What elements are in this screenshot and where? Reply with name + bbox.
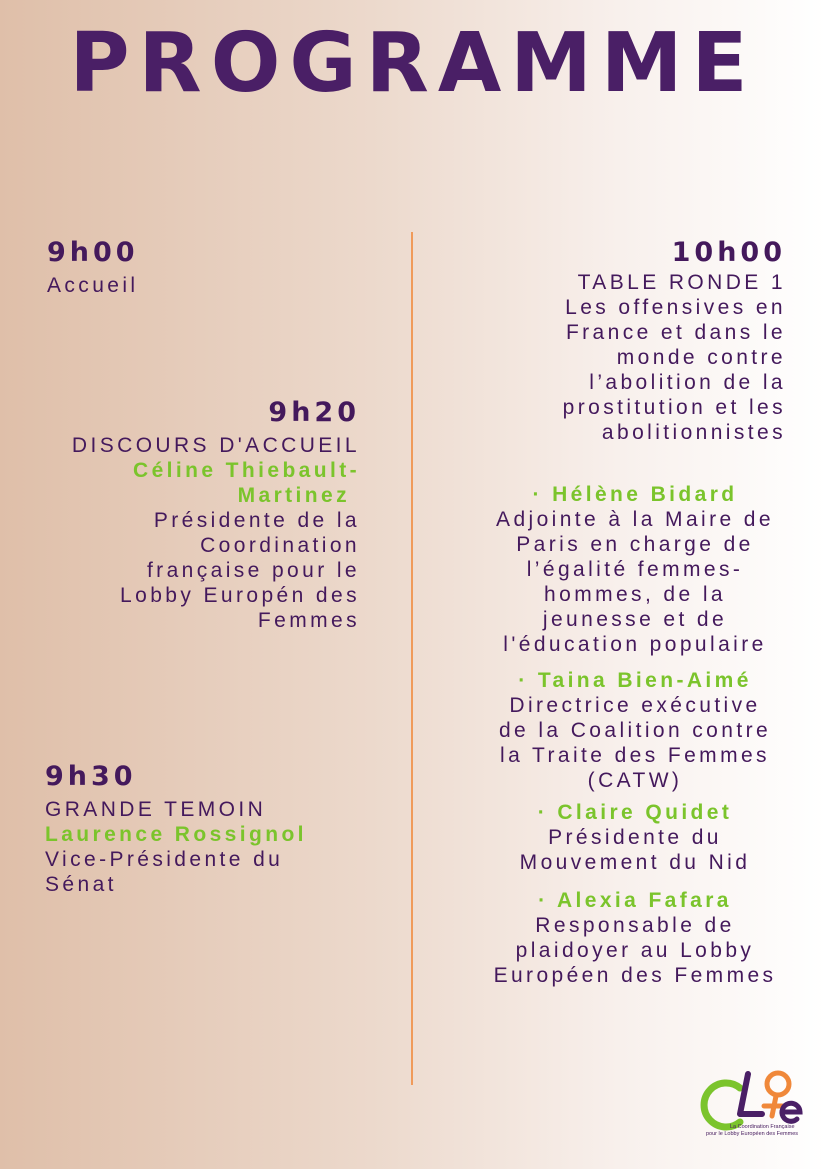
topic-line: Les offensives en — [565, 296, 786, 319]
session-label: TABLE RONDE 1 — [577, 271, 786, 294]
speaker-quidet — [460, 800, 810, 875]
session-9h00 — [47, 236, 387, 298]
speaker-role-line: la Traite des Femmes — [500, 744, 770, 767]
topic-line: prostitution et les — [562, 396, 786, 419]
speaker-role-line: hommes, de la — [544, 583, 726, 606]
page-title: PROGRAMME — [69, 16, 757, 111]
speaker-role-line: Directrice exécutive — [509, 694, 761, 717]
column-divider — [411, 232, 413, 1085]
session-label: GRANDE TEMOIN — [45, 798, 267, 821]
speaker-role-line: Coordination — [200, 534, 360, 557]
speaker-role-line: plaidoyer au Lobby — [515, 939, 755, 962]
speaker-name: Laurence Rossignol — [45, 823, 307, 846]
logo-c-shape — [704, 1083, 740, 1127]
speaker-name: Martinez — [237, 484, 350, 507]
topic-line: l’abolition de la — [589, 371, 786, 394]
speaker-role-line: Présidente de la — [153, 509, 360, 532]
speaker-name: · Hélène Bidard — [532, 483, 738, 506]
session-time: 10h00 — [671, 237, 786, 268]
session-label: DISCOURS D'ACCUEIL — [71, 434, 360, 457]
topic-line: France et dans le — [565, 321, 786, 344]
speaker-role-line: Paris en charge de — [516, 533, 754, 556]
session-9h30 — [45, 760, 385, 897]
session-9h20 — [40, 396, 360, 633]
session-time: 9h00 — [47, 237, 139, 268]
speaker-name: · Taina Bien-Aimé — [518, 669, 752, 692]
logo-caption — [700, 1124, 820, 1138]
topic-line: abolitionnistes — [601, 421, 786, 444]
speaker-name: Céline Thiebault- — [133, 459, 360, 482]
speaker-role-line: de la Coalition contre — [498, 719, 772, 742]
speaker-role-line: Présidente du — [548, 826, 722, 849]
speaker-role-line: Femmes — [257, 609, 360, 632]
logo-caption-line: pour le Lobby Européen des Femmes — [706, 1131, 799, 1137]
logo-e-shape — [782, 1103, 800, 1121]
speaker-fafara — [460, 888, 810, 988]
logo-caption-line: La Coordination Française — [730, 1124, 795, 1130]
topic-line: monde contre — [616, 346, 786, 369]
speaker-role-line: Responsable de — [535, 914, 735, 937]
speaker-role-line: jeunesse et de — [542, 608, 728, 631]
speaker-role-line: française pour le — [146, 559, 360, 582]
speaker-role-line: Mouvement du Nid — [519, 851, 751, 874]
logo-female-symbol — [767, 1073, 789, 1095]
speaker-role-line: l’égalité femmes- — [526, 558, 744, 581]
speaker-name: · Alexia Fafara — [538, 889, 732, 912]
speaker-role-line: (CATW) — [587, 769, 683, 792]
speaker-bidard — [460, 482, 810, 657]
speaker-role-line: Vice-Présidente du — [45, 848, 284, 871]
logo-l-shape — [740, 1074, 762, 1114]
session-time: 9h30 — [45, 761, 137, 792]
speaker-role-line: Européen des Femmes — [493, 964, 777, 987]
session-time: 9h20 — [268, 397, 360, 428]
session-10h00 — [440, 236, 786, 445]
session-label: Accueil — [47, 274, 139, 297]
speaker-role-line: Lobby Europén des — [120, 584, 360, 607]
speaker-role-line: l'éducation populaire — [503, 633, 767, 656]
speaker-name: · Claire Quidet — [537, 801, 733, 824]
speaker-role-line: Sénat — [45, 873, 117, 896]
speaker-role-line: Adjointe à la Maire de — [496, 508, 774, 531]
speaker-bien-aime — [460, 668, 810, 793]
